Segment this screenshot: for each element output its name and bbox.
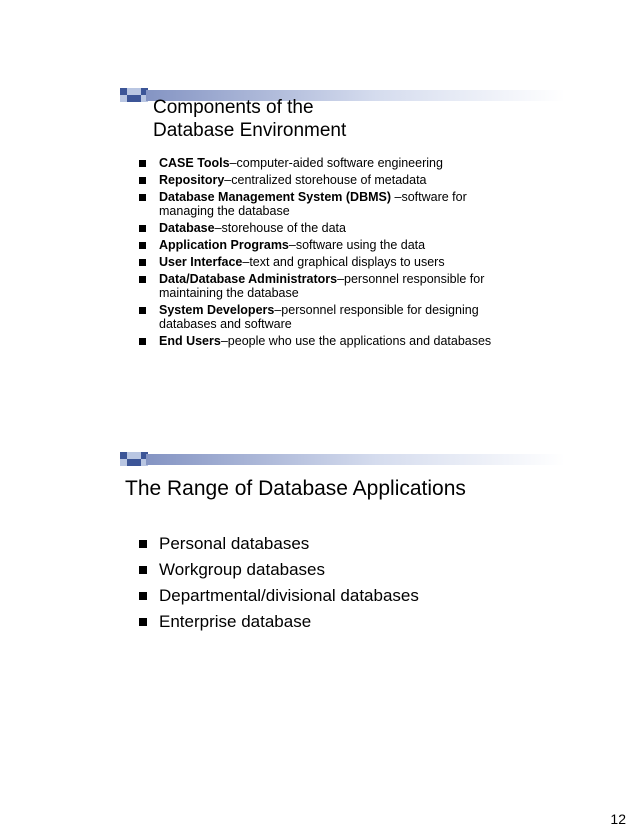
square-bullet-icon	[139, 276, 146, 283]
components-list	[130, 156, 510, 351]
item-desc: –storehouse of the data	[214, 221, 346, 235]
item-text: Personal databases	[159, 534, 310, 553]
list-item	[130, 156, 510, 170]
square-bullet-icon	[139, 194, 146, 201]
item-text: Departmental/divisional databases	[159, 586, 419, 605]
square-bullet-icon	[139, 338, 146, 345]
item-term: Database Management System (DBMS)	[159, 190, 392, 204]
page-number: 12	[610, 811, 626, 827]
square-bullet-icon	[139, 177, 146, 184]
list-item	[130, 334, 510, 348]
list-item	[130, 303, 510, 331]
item-term: System Developers	[159, 303, 275, 317]
square-bullet-icon	[139, 592, 147, 600]
item-desc: –personnel responsible for designing databases and software	[159, 303, 479, 331]
item-desc: –text and graphical displays to users	[242, 255, 445, 269]
list-item	[130, 586, 419, 606]
item-desc: –software using the data	[288, 238, 426, 252]
list-item	[130, 221, 510, 235]
item-text: Workgroup databases	[159, 560, 326, 579]
square-bullet-icon	[139, 225, 146, 232]
list-item	[130, 560, 419, 580]
item-term: Data/Database Administrators	[159, 272, 338, 286]
square-bullet-icon	[139, 242, 146, 249]
applications-list	[130, 534, 419, 638]
slide-title	[153, 96, 346, 142]
square-bullet-icon	[139, 160, 146, 167]
title-line-2: Database Environment	[153, 120, 347, 141]
list-item	[130, 238, 510, 252]
square-bullet-icon	[139, 259, 146, 266]
item-desc: –software for managing the database	[159, 190, 467, 218]
item-desc: –centralized storehouse of metadata	[224, 173, 427, 187]
list-item	[130, 173, 510, 187]
list-item	[130, 534, 419, 554]
square-bullet-icon	[139, 566, 147, 574]
list-item	[130, 190, 510, 218]
item-term: CASE Tools	[159, 156, 230, 170]
list-item	[130, 272, 510, 300]
item-desc: –people who use the applications and databases	[220, 334, 492, 348]
square-bullet-icon	[139, 307, 146, 314]
item-term: Application Programs	[159, 238, 289, 252]
item-text: Enterprise database	[159, 612, 312, 631]
item-term: Repository	[159, 173, 225, 187]
square-bullet-icon	[139, 618, 147, 626]
item-desc: –personnel responsible for maintaining the database	[159, 272, 485, 300]
item-term: User Interface	[159, 255, 243, 269]
title-line-1: Components of the	[153, 97, 314, 118]
list-item	[130, 612, 419, 632]
slide-title: The Range of Database Applications	[125, 477, 466, 500]
header-decoration	[120, 450, 565, 470]
slide-range	[0, 440, 638, 770]
item-term: End Users	[159, 334, 221, 348]
list-item	[130, 255, 510, 269]
square-bullet-icon	[139, 540, 147, 548]
item-term: Database	[159, 221, 215, 235]
item-desc: –computer-aided software engineering	[229, 156, 443, 170]
